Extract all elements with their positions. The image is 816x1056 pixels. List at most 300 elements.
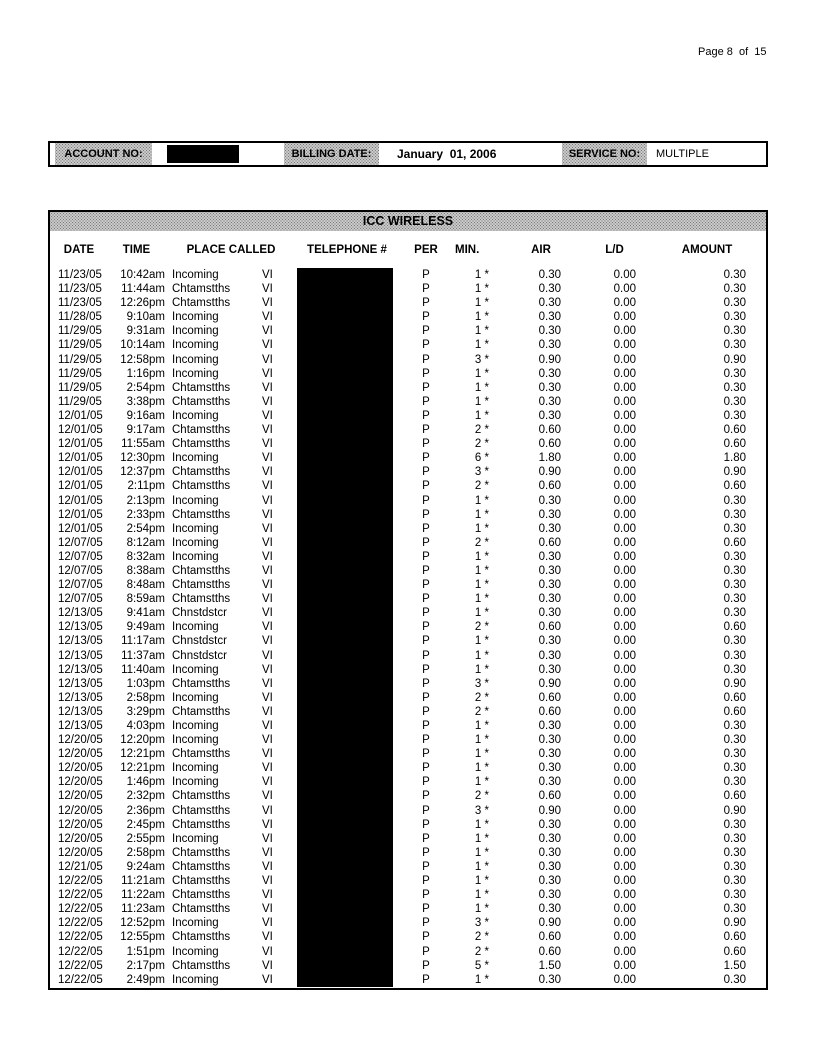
cell-ld: 0.00 <box>613 705 636 718</box>
cell-place-state: VI <box>262 663 273 676</box>
cell-air: 0.30 <box>538 564 561 577</box>
cell-ld: 0.00 <box>613 677 636 690</box>
cell-date: 11/28/05 <box>58 311 102 324</box>
billing-date-label: BILLING DATE: <box>284 143 379 165</box>
cell-place-called: Chtamstths <box>172 424 231 437</box>
cell-time: 11:44am <box>121 283 165 296</box>
cell-amount: 0.60 <box>723 691 746 704</box>
cell-amount: 0.30 <box>723 283 746 296</box>
cell-air: 0.60 <box>538 790 561 803</box>
table-row <box>50 691 766 705</box>
cell-amount: 0.30 <box>723 409 746 422</box>
cell-ld: 0.00 <box>613 621 636 634</box>
cell-ld: 0.00 <box>613 297 636 310</box>
table-row <box>50 846 766 860</box>
cell-air: 0.60 <box>538 621 561 634</box>
cell-air: 0.30 <box>538 311 561 324</box>
cell-date: 12/13/05 <box>58 691 103 704</box>
cell-air: 0.30 <box>538 395 561 408</box>
cell-ld: 0.00 <box>613 734 636 747</box>
cell-per: P <box>422 269 430 281</box>
cell-ld: 0.00 <box>613 663 636 676</box>
cell-ld: 0.00 <box>613 353 636 366</box>
column-header-place: PLACE CALLED <box>186 243 276 256</box>
cell-ld: 0.00 <box>613 860 636 873</box>
cell-time: 12:37pm <box>120 466 165 479</box>
table-row <box>50 945 766 959</box>
table-row <box>50 324 766 338</box>
cell-ld: 0.00 <box>613 409 636 422</box>
cell-place-state: VI <box>262 649 273 662</box>
cell-amount: 0.30 <box>723 395 746 408</box>
cell-min: 1 * <box>474 748 489 761</box>
cell-air: 0.90 <box>538 917 561 930</box>
cell-place-called: Incoming <box>172 550 219 563</box>
cell-air: 0.30 <box>538 607 561 620</box>
cell-time: 11:17am <box>121 635 165 648</box>
cell-min: 1 * <box>474 720 489 732</box>
cell-place-state: VI <box>262 635 273 648</box>
cell-amount: 0.60 <box>723 705 746 718</box>
table-row <box>50 888 766 902</box>
cell-time: 1:03pm <box>126 677 165 690</box>
cell-per: P <box>422 677 430 690</box>
cell-place-called: Incoming <box>172 945 219 958</box>
cell-per: P <box>422 452 430 465</box>
cell-time: 12:52pm <box>120 917 165 930</box>
cell-min: 2 * <box>474 705 489 718</box>
cell-date: 12/01/05 <box>58 438 103 451</box>
cell-place-state: VI <box>262 564 273 577</box>
cell-amount: 0.30 <box>723 494 746 507</box>
cell-amount: 0.60 <box>723 424 746 437</box>
cell-air: 0.60 <box>538 536 561 549</box>
cell-min: 1 * <box>474 776 489 789</box>
cell-place-state: VI <box>262 804 273 817</box>
cell-ld: 0.00 <box>613 889 636 902</box>
cell-place-state: VI <box>262 621 273 634</box>
cell-date: 12/01/05 <box>58 452 103 465</box>
cell-min: 1 * <box>474 973 489 986</box>
cell-place-called: Chtamstths <box>172 748 231 761</box>
cell-min: 1 * <box>474 734 489 747</box>
table-row <box>50 789 766 803</box>
service-no-label: SERVICE NO: <box>562 143 647 165</box>
cell-air: 0.30 <box>538 409 561 422</box>
cell-air: 0.90 <box>538 466 561 479</box>
cell-air: 0.60 <box>538 945 561 958</box>
cell-date: 11/29/05 <box>58 353 102 366</box>
cell-air: 0.30 <box>538 748 561 761</box>
cell-time: 3:29pm <box>126 705 165 718</box>
cell-amount: 0.30 <box>723 875 746 888</box>
cell-ld: 0.00 <box>613 579 636 592</box>
cell-ld: 0.00 <box>613 832 636 845</box>
cell-date: 11/29/05 <box>58 325 102 338</box>
cell-date: 12/22/05 <box>58 875 103 888</box>
cell-date: 12/22/05 <box>58 931 103 944</box>
cell-place-called: Chtamstths <box>172 804 231 817</box>
cell-date: 12/13/05 <box>58 621 103 634</box>
cell-amount: 0.30 <box>723 860 746 873</box>
cell-per: P <box>422 381 430 394</box>
cell-min: 1 * <box>474 593 489 606</box>
cell-time: 12:58pm <box>120 353 165 366</box>
cell-date: 12/20/05 <box>58 790 103 803</box>
table-row <box>50 465 766 479</box>
cell-place-called: Incoming <box>172 353 219 366</box>
cell-air: 0.30 <box>538 508 561 521</box>
cell-per: P <box>422 875 430 888</box>
cell-date: 12/07/05 <box>58 550 103 563</box>
cell-ld: 0.00 <box>613 508 636 521</box>
column-header-time: TIME <box>122 243 151 256</box>
table-row <box>50 832 766 846</box>
cell-place-state: VI <box>262 903 273 916</box>
cell-min: 1 * <box>474 663 489 676</box>
cell-air: 0.30 <box>538 297 561 310</box>
cell-date: 12/22/05 <box>58 973 103 986</box>
cell-time: 2:55pm <box>126 832 165 845</box>
cell-ld: 0.00 <box>613 550 636 563</box>
cell-air: 0.30 <box>538 367 561 380</box>
cell-time: 10:14am <box>120 339 165 352</box>
cell-date: 12/13/05 <box>58 677 103 690</box>
cell-date: 12/22/05 <box>58 945 103 958</box>
cell-air: 0.30 <box>538 522 561 535</box>
table-row <box>50 804 766 818</box>
cell-time: 2:33pm <box>126 508 165 521</box>
cell-date: 12/07/05 <box>58 564 103 577</box>
cell-per: P <box>422 734 430 747</box>
cell-amount: 0.60 <box>723 438 746 451</box>
cell-place-called: Incoming <box>172 917 219 930</box>
cell-place-called: Chtamstths <box>172 931 231 944</box>
cell-place-state: VI <box>262 889 273 902</box>
cell-min: 2 * <box>474 480 489 493</box>
cell-place-state: VI <box>262 395 273 408</box>
cell-place-called: Chtamstths <box>172 564 231 577</box>
cell-amount: 0.30 <box>723 973 746 986</box>
cell-time: 9:16am <box>126 409 165 422</box>
table-row <box>50 761 766 775</box>
cell-place-state: VI <box>262 424 273 437</box>
cell-min: 1 * <box>474 494 489 507</box>
cell-air: 0.30 <box>538 903 561 916</box>
cell-air: 0.30 <box>538 973 561 986</box>
cell-per: P <box>422 494 430 507</box>
cell-per: P <box>422 818 430 831</box>
table-row <box>50 338 766 352</box>
cell-air: 0.60 <box>538 705 561 718</box>
cell-min: 1 * <box>474 550 489 563</box>
cell-time: 2:58pm <box>126 691 165 704</box>
cell-amount: 0.90 <box>723 677 746 690</box>
cell-min: 2 * <box>474 621 489 634</box>
cell-ld: 0.00 <box>613 395 636 408</box>
table-row <box>50 451 766 465</box>
cell-place-called: Chtamstths <box>172 889 231 902</box>
service-no-value: MULTIPLE <box>656 148 709 160</box>
cell-air: 1.80 <box>538 452 561 465</box>
cell-min: 1 * <box>474 889 489 902</box>
cell-date: 11/23/05 <box>58 269 102 281</box>
cell-date: 12/01/05 <box>58 480 103 493</box>
cell-date: 12/20/05 <box>58 818 103 831</box>
cell-place-state: VI <box>262 325 273 338</box>
cell-air: 0.60 <box>538 931 561 944</box>
cell-min: 1 * <box>474 325 489 338</box>
cell-per: P <box>422 522 430 535</box>
cell-per: P <box>422 311 430 324</box>
cell-place-called: Chtamstths <box>172 579 231 592</box>
cell-time: 2:32pm <box>126 790 165 803</box>
cell-time: 1:46pm <box>126 776 165 789</box>
cell-date: 12/01/05 <box>58 494 103 507</box>
cell-time: 11:21am <box>121 875 165 888</box>
cell-ld: 0.00 <box>613 311 636 324</box>
cell-per: P <box>422 931 430 944</box>
cell-place-called: Chtamstths <box>172 480 231 493</box>
cell-ld: 0.00 <box>613 466 636 479</box>
cell-time: 4:03pm <box>126 720 165 732</box>
cell-min: 2 * <box>474 931 489 944</box>
cell-date: 12/13/05 <box>58 663 103 676</box>
column-header-per: PER <box>414 243 438 256</box>
cell-place-called: Chnstdstcr <box>172 635 227 648</box>
cell-per: P <box>422 832 430 845</box>
cell-min: 1 * <box>474 367 489 380</box>
cell-date: 12/20/05 <box>58 748 103 761</box>
cell-per: P <box>422 367 430 380</box>
account-number-redaction <box>167 145 239 163</box>
table-row <box>50 409 766 423</box>
cell-time: 2:13pm <box>126 494 165 507</box>
cell-place-called: Incoming <box>172 269 219 281</box>
table-row <box>50 353 766 367</box>
cell-air: 0.30 <box>538 762 561 775</box>
cell-ld: 0.00 <box>613 691 636 704</box>
cell-date: 12/13/05 <box>58 720 103 732</box>
cell-amount: 0.60 <box>723 480 746 493</box>
cell-min: 1 * <box>474 903 489 916</box>
cell-time: 9:24am <box>126 860 165 873</box>
cell-place-called: Chtamstths <box>172 705 231 718</box>
cell-ld: 0.00 <box>613 776 636 789</box>
cell-min: 2 * <box>474 438 489 451</box>
table-row <box>50 494 766 508</box>
cell-air: 0.60 <box>538 424 561 437</box>
cell-per: P <box>422 536 430 549</box>
cell-place-state: VI <box>262 917 273 930</box>
cell-air: 0.30 <box>538 579 561 592</box>
table-row <box>50 775 766 789</box>
table-row <box>50 437 766 451</box>
cell-place-called: Chtamstths <box>172 466 231 479</box>
cell-amount: 0.30 <box>723 663 746 676</box>
account-info-bar <box>48 141 768 167</box>
table-row <box>50 747 766 761</box>
cell-ld: 0.00 <box>613 973 636 986</box>
table-row <box>50 916 766 930</box>
cell-ld: 0.00 <box>613 480 636 493</box>
cell-time: 2:54pm <box>126 522 165 535</box>
cell-air: 0.30 <box>538 663 561 676</box>
column-header-date: DATE <box>63 243 95 256</box>
cell-air: 0.30 <box>538 550 561 563</box>
cell-ld: 0.00 <box>613 846 636 859</box>
cell-place-called: Incoming <box>172 621 219 634</box>
cell-ld: 0.00 <box>613 339 636 352</box>
cell-per: P <box>422 945 430 958</box>
cell-min: 1 * <box>474 297 489 310</box>
cell-place-called: Chtamstths <box>172 593 231 606</box>
cell-air: 0.30 <box>538 818 561 831</box>
cell-amount: 0.30 <box>723 832 746 845</box>
cell-amount: 0.30 <box>723 818 746 831</box>
cell-ld: 0.00 <box>613 283 636 296</box>
cell-ld: 0.00 <box>613 875 636 888</box>
cell-time: 11:22am <box>121 889 165 902</box>
cell-min: 5 * <box>474 959 489 972</box>
cell-min: 1 * <box>474 381 489 394</box>
cell-place-state: VI <box>262 748 273 761</box>
table-row <box>50 959 766 973</box>
table-row <box>50 874 766 888</box>
cell-place-state: VI <box>262 945 273 958</box>
cell-per: P <box>422 579 430 592</box>
table-row <box>50 296 766 310</box>
cell-per: P <box>422 395 430 408</box>
cell-time: 2:17pm <box>126 959 165 972</box>
cell-ld: 0.00 <box>613 804 636 817</box>
cell-ld: 0.00 <box>613 903 636 916</box>
cell-place-state: VI <box>262 860 273 873</box>
billing-date-value: January 01, 2006 <box>397 147 497 161</box>
cell-amount: 0.30 <box>723 748 746 761</box>
cell-place-state: VI <box>262 311 273 324</box>
cell-amount: 0.60 <box>723 931 746 944</box>
cell-place-state: VI <box>262 438 273 451</box>
cell-time: 2:58pm <box>126 846 165 859</box>
cell-per: P <box>422 663 430 676</box>
cell-min: 6 * <box>474 452 489 465</box>
cell-per: P <box>422 903 430 916</box>
cell-per: P <box>422 790 430 803</box>
cell-place-called: Incoming <box>172 536 219 549</box>
cell-place-state: VI <box>262 409 273 422</box>
cell-ld: 0.00 <box>613 917 636 930</box>
column-header-amount: AMOUNT <box>681 243 733 256</box>
cell-date: 11/29/05 <box>58 367 102 380</box>
cell-amount: 0.90 <box>723 466 746 479</box>
cell-place-called: Chtamstths <box>172 297 231 310</box>
cell-min: 1 * <box>474 607 489 620</box>
cell-per: P <box>422 438 430 451</box>
cell-place-state: VI <box>262 720 273 732</box>
cell-per: P <box>422 621 430 634</box>
cell-place-called: Incoming <box>172 452 219 465</box>
cell-place-state: VI <box>262 973 273 986</box>
cell-amount: 0.30 <box>723 297 746 310</box>
cell-amount: 0.90 <box>723 917 746 930</box>
cell-place-called: Incoming <box>172 776 219 789</box>
cell-date: 11/29/05 <box>58 339 102 352</box>
table-title: ICC WIRELESS <box>50 212 766 231</box>
cell-per: P <box>422 649 430 662</box>
table-row <box>50 592 766 606</box>
cell-time: 12:30pm <box>120 452 165 465</box>
cell-air: 0.90 <box>538 353 561 366</box>
column-header-row <box>50 231 766 268</box>
cell-ld: 0.00 <box>613 522 636 535</box>
cell-time: 2:54pm <box>126 381 165 394</box>
call-detail-table <box>48 210 768 990</box>
cell-min: 1 * <box>474 875 489 888</box>
cell-amount: 0.30 <box>723 593 746 606</box>
cell-place-state: VI <box>262 466 273 479</box>
cell-place-state: VI <box>262 677 273 690</box>
table-row <box>50 564 766 578</box>
cell-place-state: VI <box>262 875 273 888</box>
cell-amount: 0.30 <box>723 381 746 394</box>
cell-per: P <box>422 607 430 620</box>
cell-place-called: Incoming <box>172 367 219 380</box>
cell-place-state: VI <box>262 846 273 859</box>
table-row <box>50 818 766 832</box>
cell-date: 12/20/05 <box>58 846 103 859</box>
cell-place-called: Chnstdstcr <box>172 607 227 620</box>
cell-ld: 0.00 <box>613 945 636 958</box>
cell-per: P <box>422 353 430 366</box>
cell-min: 1 * <box>474 269 489 281</box>
cell-amount: 0.30 <box>723 607 746 620</box>
cell-date: 12/07/05 <box>58 593 103 606</box>
cell-amount: 0.90 <box>723 804 746 817</box>
cell-min: 1 * <box>474 395 489 408</box>
cell-air: 0.30 <box>538 283 561 296</box>
cell-air: 0.30 <box>538 860 561 873</box>
cell-min: 1 * <box>474 311 489 324</box>
cell-per: P <box>422 564 430 577</box>
cell-place-state: VI <box>262 579 273 592</box>
cell-air: 0.60 <box>538 691 561 704</box>
cell-place-state: VI <box>262 931 273 944</box>
cell-place-called: Chtamstths <box>172 903 231 916</box>
cell-date: 12/22/05 <box>58 903 103 916</box>
cell-date: 12/07/05 <box>58 579 103 592</box>
cell-date: 12/20/05 <box>58 832 103 845</box>
cell-time: 12:21pm <box>120 748 165 761</box>
cell-amount: 0.30 <box>723 311 746 324</box>
cell-time: 9:17am <box>126 424 165 437</box>
cell-per: P <box>422 480 430 493</box>
table-row <box>50 381 766 395</box>
cell-time: 8:59am <box>126 593 165 606</box>
cell-min: 2 * <box>474 790 489 803</box>
cell-place-state: VI <box>262 522 273 535</box>
cell-min: 1 * <box>474 846 489 859</box>
cell-per: P <box>422 917 430 930</box>
cell-air: 0.30 <box>538 494 561 507</box>
cell-min: 1 * <box>474 508 489 521</box>
cell-per: P <box>422 973 430 986</box>
cell-per: P <box>422 550 430 563</box>
cell-min: 1 * <box>474 818 489 831</box>
cell-amount: 0.30 <box>723 325 746 338</box>
cell-air: 0.30 <box>538 593 561 606</box>
cell-amount: 0.30 <box>723 776 746 789</box>
